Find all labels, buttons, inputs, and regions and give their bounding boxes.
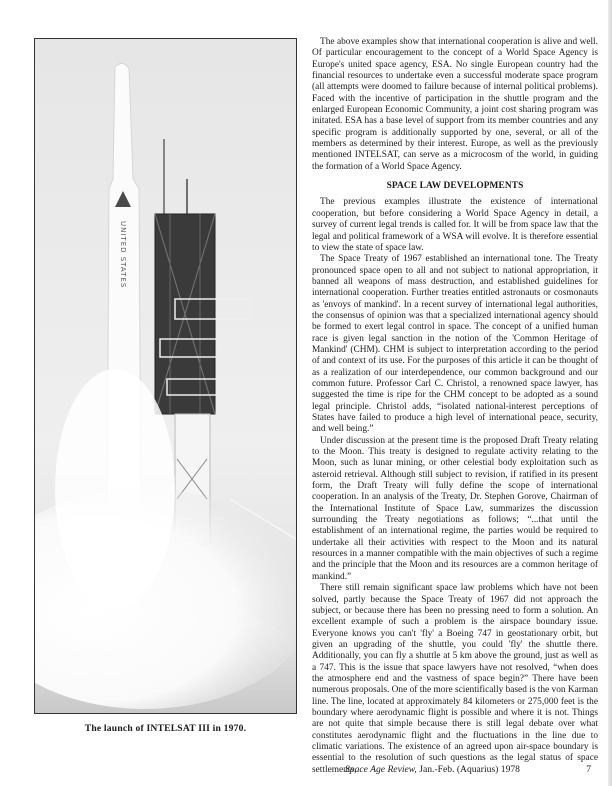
paragraph-airspace-boundary: There still remain significant space law problems which have not been solved, partly because the Space Treaty of 1967 did not approach the subject, or because there has been no pressing need to form a solution. An excellent example of such a problem is the airspace boundary issue. Everyone knows you can't 'fly' a Boeing 747 in geostationary orbit, but given an upgrading of the shuttle, you could 'fly' the shuttle there. Additionally, you can fly a shuttle at 5 km above the ground, just as well as a 747. This is the issue that space lawyers have not resolved, “when does the atmosphere end and the vastness of space begin?” There have been numerous proposals. One of the more scientifically based is the von Karman line. The line, located at approximately 84 kilometers or 275,000 feet is the boundary where aerodynamic flight is possible and where it is not. Things are not quite that simple because there is still legal debate over what constitutes aerodynamic flight and the fluctuations in the line due to climatic variations. The existence of an agreed upon air-space boundary is essential to the resolution of such questions as the legal status of space settlements, bbox=[312, 583, 598, 775]
footer-citation bbox=[345, 764, 520, 775]
paragraph-moon-treaty: Under discussion at the present time is the proposed Draft Treaty relating to the Moon. This treaty is designed to regulate activity relating to the Moon, such as lunar mining, or other celestial body exploitation such as asteroid retrieval. Although still subject to revision, if ratified in its present form, the Draft Treaty will fully define the scope of international cooperation. In an analysis of the Treaty, Dr. Stephen Gorove, Chairman of the International Institute of Space Law, summarizes the discussion surrounding the Treaty negotiations as follows; “...that until the establishment of an international regime, the parties would be required to undertake all their activities with respect to the Moon and its natural resources in a manner compatible with the main objectives of such a regime and the principle that the Moon and its resources are a common heritage of mankind.” bbox=[312, 435, 598, 582]
rocket-launch-illustration bbox=[35, 39, 296, 713]
section-heading: SPACE LAW DEVELOPMENTS bbox=[386, 181, 524, 192]
journal-title: Space Age Review, bbox=[345, 764, 417, 775]
photo-caption: The launch of INTELSAT III in 1970. bbox=[84, 723, 247, 734]
exhaust-plume bbox=[55, 369, 175, 609]
paragraph-esa: The above examples show that international cooperation is alive and well. Of particular encouragement to the concept of a World Space Agency is Europe's united space agency, ESA. No single European country had the financial resources to undertake even a successful moderate space program (all attempts were doomed to failure because of internal political problems). Faced with the incentive of participation in the shuttle program and the enlarged European Economic Community, a joint cost sharing program was initated. ESA has a base level of support from its member countries and any specific program is additionally supported by one, several, or all of the members as determined by their interest. Europe, as well as the previously mentioned INTELSAT, can serve as a microcosm of the world, in guiding the formation of a World Space Agency. bbox=[312, 37, 598, 172]
page-footer bbox=[345, 764, 591, 775]
rocket-lettering: UNITED STATES bbox=[119, 221, 127, 289]
paragraph-legal-trends: The previous examples illustrate the existence of international cooperation, but before considering a World Space Agency in detail, a survey of current legal trends is called for. It will be from space law that the legal and political framework of a WSA will evolve. It is therefore essential to view the state of space law. bbox=[312, 197, 598, 253]
issue-date: Jan.-Feb. (Aquarius) 1978 bbox=[419, 764, 520, 775]
page-number: 7 bbox=[586, 764, 591, 775]
paragraph-space-treaty: The Space Treaty of 1967 established an international tone. The Treaty pronounced space open to all and not subject to national appropriation, it banned all weapons of mass destruction, and established guidelines for international cooperation. Further treaties entitled astronauts or cosmonauts as 'envoys of mankind'. In a recent survey of international legal authorities, the consensus of opinion was that a specialized international agency should be formed to exert legal control in space. The concept of a unified human race is given legal sanction in the notion of the 'Common Heritage of Mankind' (CHM). CHM is subject to interpretation according to the period of and context of its use. For the purposes of this article it can be thought of as a realization of our interdependence, our common background and our common future. Professor Carl C. Christol, a renowned space lawyer, has suggested the time is ripe for the CHM concept to be adopted as a sound legal principle. Christol adds, “isolated national-interest perceptions of States have failed to produce a high level of international peace, security, and well being.” bbox=[312, 254, 598, 435]
launch-photo bbox=[34, 38, 297, 714]
page-edge bbox=[608, 0, 612, 786]
article-column bbox=[312, 37, 598, 776]
